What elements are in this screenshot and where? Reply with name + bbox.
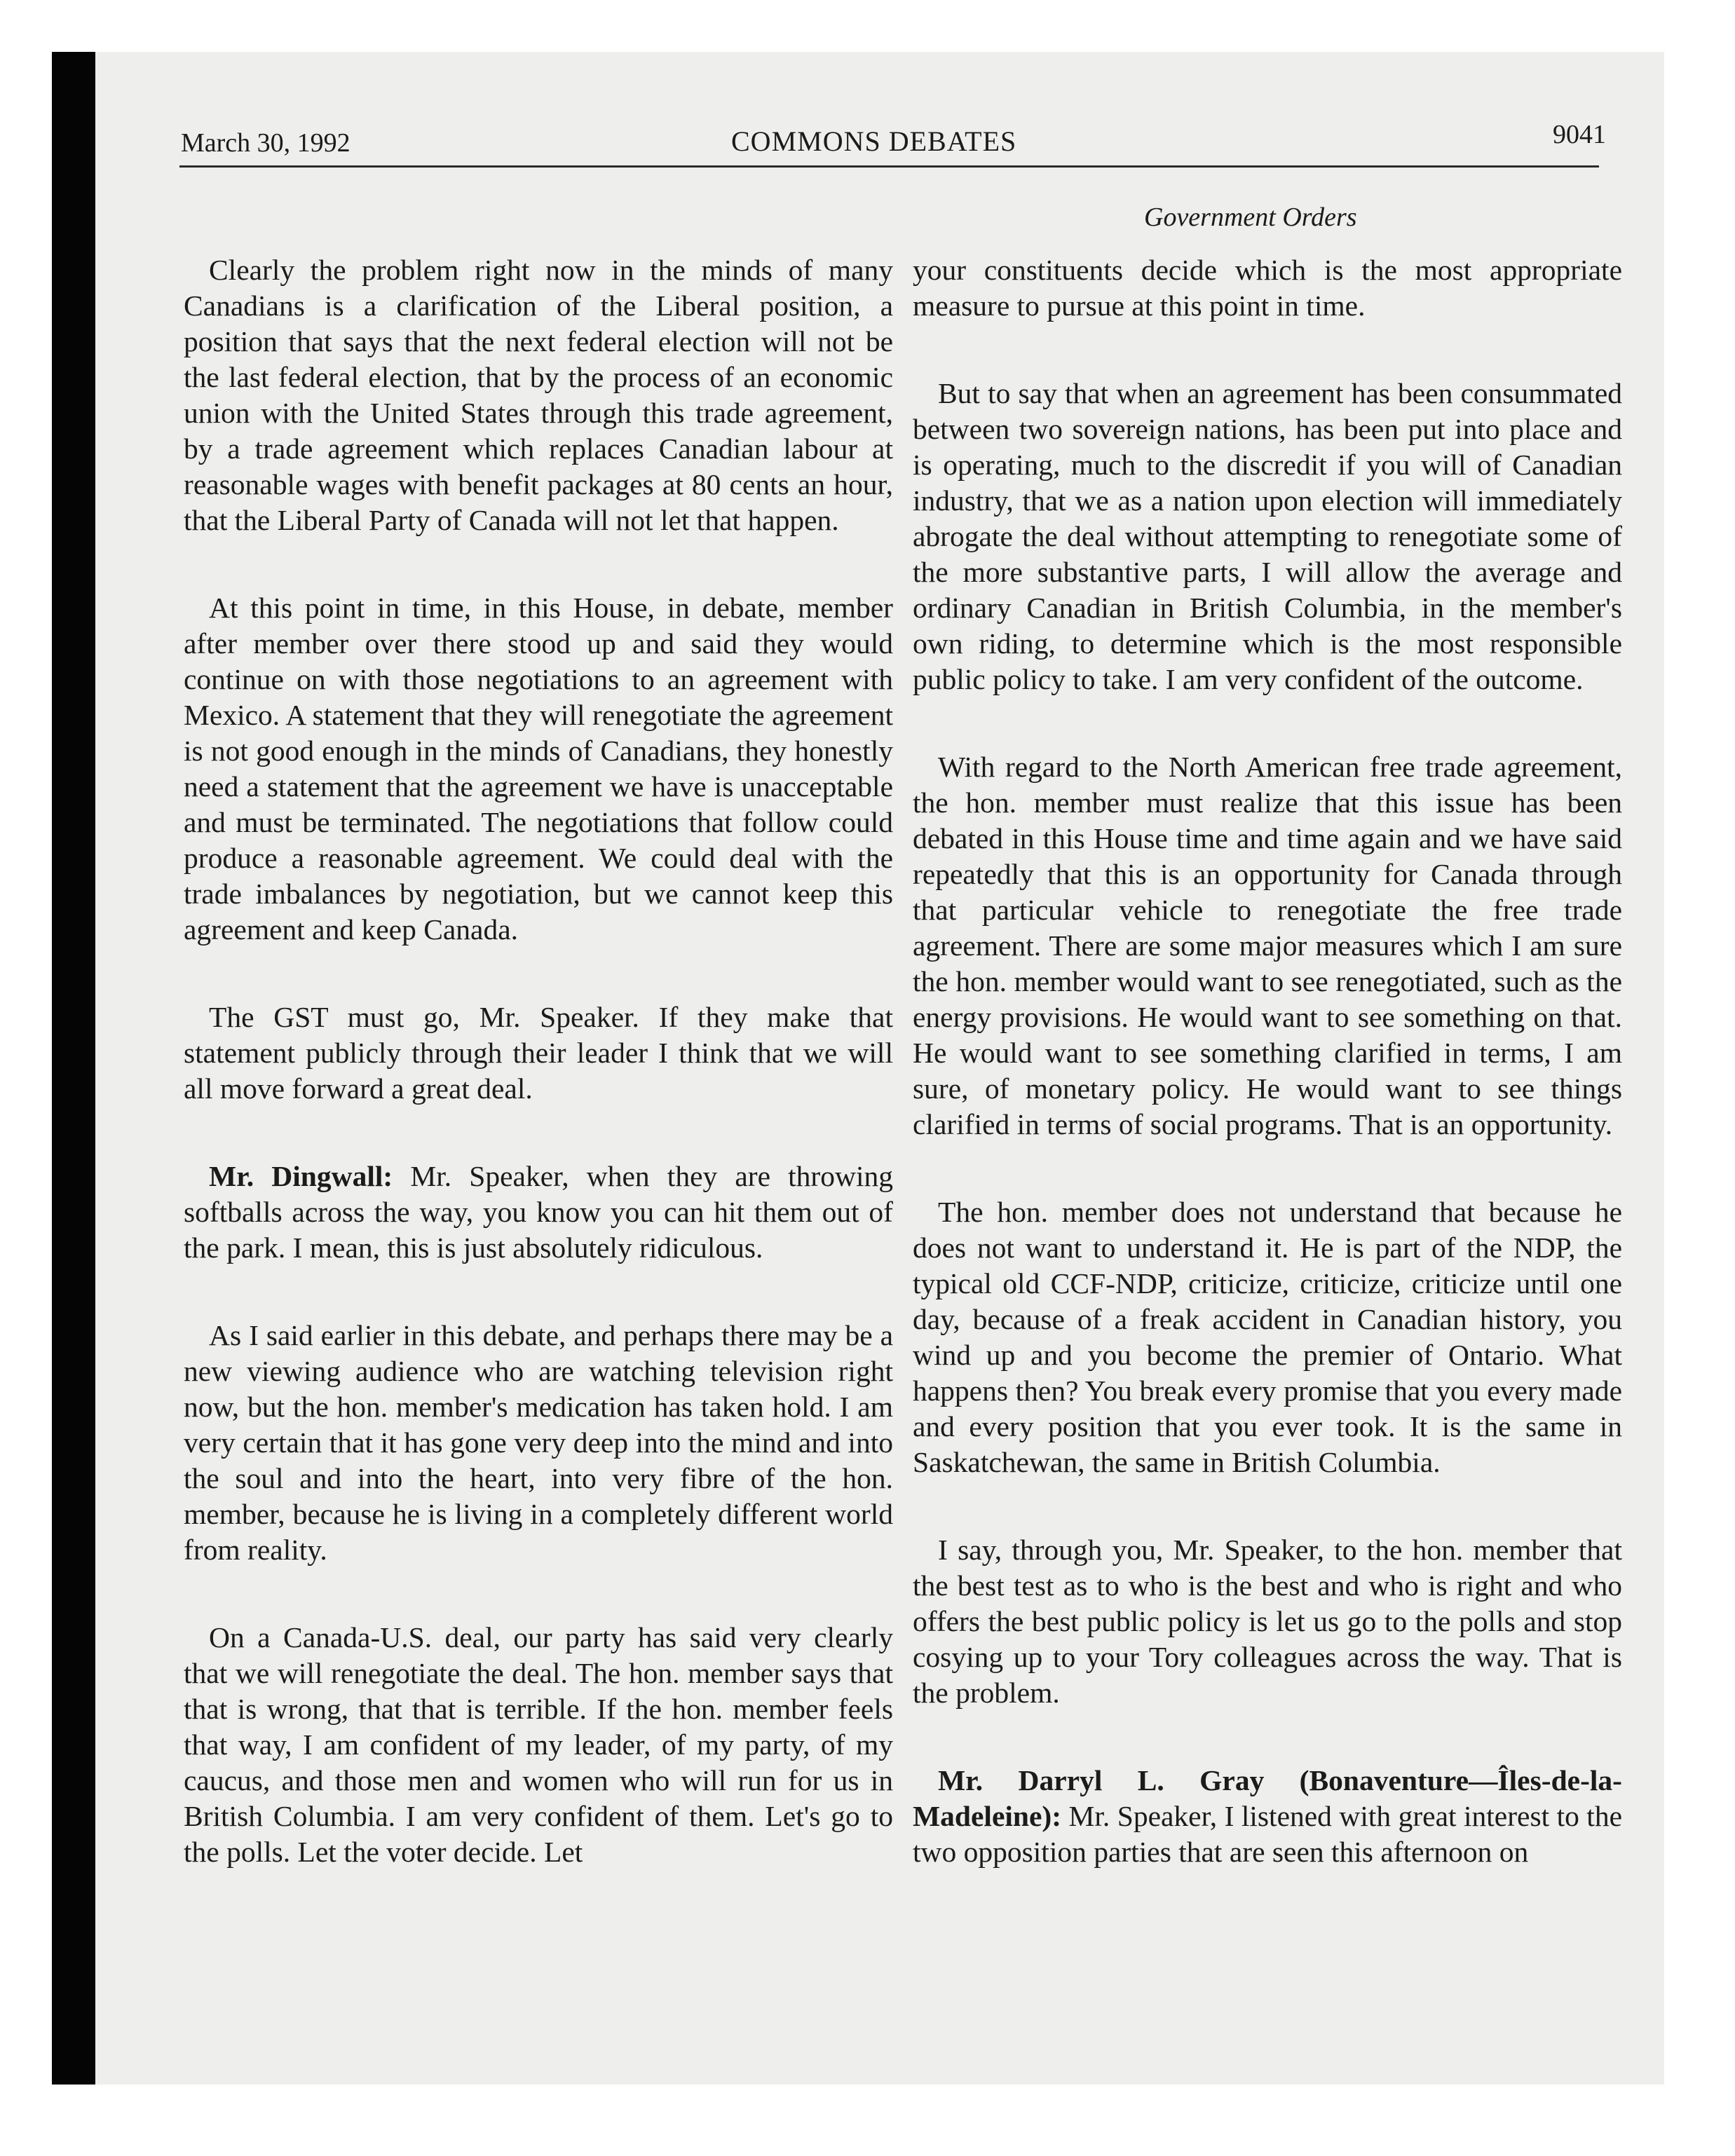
paragraph <box>913 1194 1622 1480</box>
scan-binding-edge <box>52 52 95 2085</box>
paragraph-text: With regard to the North American free trade agreement, the hon. member must realize that this issue has been debated in this House time and time again and we have said repeatedly that this is an opportunity for Canada through that particular vehicle to renegotiate the free trade agreement. There are some major measures which I am sure the hon. member would want to see renegotiated, such as the energy provisions. He would want to see something on that. He would want to see something clarified in terms, I am sure, of monetary policy. He would want to see things clarified in terms of social programs. That is an opportunity. <box>913 751 1622 1140</box>
paragraph-text: On a Canada-U.S. deal, our party has said very clearly that we will renegotiate the deal. The hon. member says that that is wrong, that that is terrible. If the hon. member feels that way, I am confident of my leader, of my party, of my caucus, and those men and women who will run for us in British Columbia. I am very confident of them. Let's go to the polls. Let the voter decide. Let <box>184 1621 893 1868</box>
paragraph-text: Mr. Speaker, I listened with great interest to the two opposition parties that are seen this afternoon on <box>913 1800 1622 1868</box>
paragraph <box>184 252 893 538</box>
paragraph-text: your constituents decide which is the most appropriate measure to pursue at this point in time. <box>913 254 1622 322</box>
paragraph-text: The hon. member does not understand that because he does not want to understand it. He is part of the NDP, the typical old CCF-NDP, criticize, criticize, criticize until one day, because of a freak accident in Canadian history, you wind up and you become the premier of Ontario. What happens then? You break every promise that you every made and every position that you ever took. It is the same in Saskatchewan, the same in British Columbia. <box>913 1196 1622 1478</box>
paragraph-text: Mr. Speaker, when they are throwing softballs across the way, you know you can hit them out of the park. I mean, this is just absolutely ridiculous. <box>184 1160 893 1264</box>
page-number: 9041 <box>1553 120 1606 149</box>
speaker-name: Mr. Dingwall: <box>209 1160 393 1192</box>
paragraph <box>184 1318 893 1568</box>
right-column <box>913 252 1622 1870</box>
header-rule <box>179 165 1599 168</box>
header-date: March 30, 1992 <box>181 128 351 158</box>
speaker-name: Mr. Darryl L. Gray (Bonaventure—Îles-de-la-Madeleine): <box>913 1764 1622 1832</box>
paragraph-continuation <box>913 252 1622 324</box>
paragraph <box>184 590 893 948</box>
paragraph <box>184 999 893 1107</box>
paragraph <box>913 376 1622 697</box>
paragraph <box>913 1532 1622 1711</box>
paragraph <box>184 1620 893 1870</box>
paragraph <box>913 749 1622 1142</box>
paragraph-text: The GST must go, Mr. Speaker. If they make that statement publicly through their leader I think that we will all move forward a great deal. <box>184 1001 893 1105</box>
left-column <box>184 252 893 1870</box>
section-label: Government Orders <box>1144 203 1357 232</box>
paragraph <box>184 1159 893 1266</box>
paragraph-text: At this point in time, in this House, in debate, member after member over there stood up and said they would continue on with those negotiations to an agreement with Mexico. A statement that they will renegotiate the agreement is not good enough in the minds of Canadians, they honestly need a statement that the agreement we have is unacceptable and must be terminated. The negotiations that follow could produce a reasonable agreement. We could deal with the trade imbalances by negotiation, but we cannot keep this agreement and keep Canada. <box>184 592 893 946</box>
paragraph <box>913 1763 1622 1870</box>
paragraph-text: As I said earlier in this debate, and perhaps there may be a new viewing audience who are watching television right now, but the hon. member's medication has taken hold. I am very certain that it has gone very deep into the mind and into the soul and into the heart, into very fibre of the hon. member, because he is living in a completely different world from reality. <box>184 1319 893 1566</box>
paragraph-text: Clearly the problem right now in the minds of many Canadians is a clarification of the Liberal position, a position that says that the next federal election will not be the last federal election, that by the process of an economic union with the United States through this trade agreement, by a trade agreement which replaces Canadian labour at reasonable wages with benefit packages at 80 cents an hour, that the Liberal Party of Canada will not let that happen. <box>184 254 893 536</box>
paragraph-text: I say, through you, Mr. Speaker, to the hon. member that the best test as to who is the best and who is right and who offers the best public policy is let us go to the polls and stop cosying up to your Tory colleagues across the way. That is the problem. <box>913 1534 1622 1709</box>
header-title: COMMONS DEBATES <box>731 125 1017 157</box>
paragraph-text: But to say that when an agreement has been consummated between two sovereign nations, has been put into place and is operating, much to the discredit if you will of Canadian industry, that we as a nation upon election will immediately abrogate the deal without attempting to renegotiate some of the more substantive parts, I will allow the average and ordinary Canadian in British Columbia, in the member's own riding, to determine which is the most responsible public policy to take. I am very confident of the outcome. <box>913 377 1622 695</box>
